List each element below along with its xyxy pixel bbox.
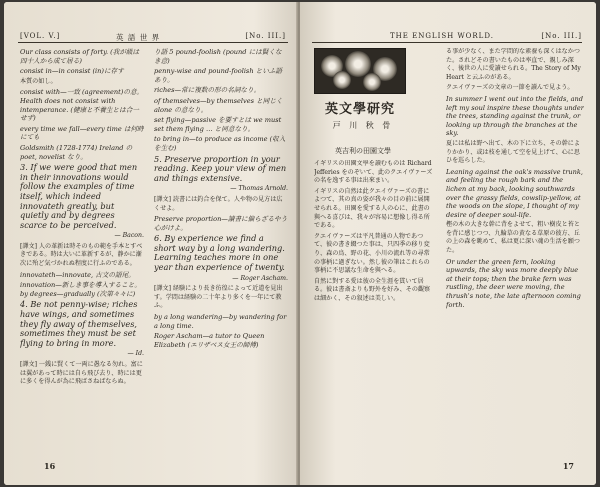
english-paragraph: penny-wise and pound-foolish といふ語あり。: [154, 67, 283, 84]
left-page: [4, 2, 298, 485]
english-paragraph: In summer I went out into the fields, and left my soul inspire these thoughts under the trees, standing against the trunk, or looking up through the branches at the sky.: [446, 94, 584, 138]
article-subtitle: 英吉利の田園文學: [335, 147, 391, 155]
japanese-paragraph: 樫の木の大きな幹に背をよせて、粗い樹皮と苔とを背に感じつつ、九輪草の黄なる草原の彼方、丘の上の森を眺めて、私は更に深い魂の生活を願つた。: [446, 221, 580, 255]
japanese-paragraph: [譯文] 読書には釣合を保て。人や物の見方は広くせよ。: [154, 195, 283, 212]
running-title-english: THE ENGLISH WORLD.: [390, 32, 494, 40]
english-paragraph: り語 5 pound-foolish (pound には賢くなき意): [154, 48, 282, 65]
right-page: [300, 2, 596, 485]
japanese-paragraph: 夏には私は野へ出て、木の下に立ち、その幹によりかかり、或は枝を通して空を見上げて、心に思ひを巡らした。: [446, 139, 580, 165]
japanese-paragraph: [譯文] 経験により長き彷徨によって近道を見出す。学問は経験の二十年より多くを一年にて教ふ。: [154, 285, 283, 310]
rose-illustration: [314, 48, 406, 94]
japanese-paragraph: る事が少なく、また学問的な素養も深くはなかつた。されどその書いたものは率直で、親しみ深く、後世の人に愛讀せられる。The Story of My Heart と云ふのがある。: [446, 48, 581, 81]
english-paragraph: of themselves—by themselves と同じく alone の意なり。: [154, 96, 283, 114]
page-number-left: 16: [44, 461, 56, 471]
english-paragraph: Goldsmith (1728-1774) Ireland の poet, novelist なり。: [20, 143, 133, 161]
japanese-paragraph: イギリスの田園文學を讀むものは Richard Jefferies をのぞいて、此のクエイヴァーズの名を逸する事は出來まい。: [314, 160, 433, 185]
left-column-1: [20, 48, 144, 448]
english-paragraph: innovateth—innovate, 古文の語尾。: [20, 270, 135, 279]
header-rule: [18, 42, 288, 43]
japanese-paragraph: 本質の如し。: [20, 77, 57, 85]
english-paragraph: consist in—in consist (in)に存す: [20, 67, 124, 76]
english-paragraph: Roger Ascham—a tutor to Queen Elizabeth (エリザベス女王の師傅): [154, 332, 265, 349]
japanese-paragraph: クエイヴァーズの文章の一節を讀んで見よう。: [446, 84, 574, 92]
quote-attribution: — Bacon.: [114, 232, 144, 240]
article-author: 戸 川 秋 骨: [332, 121, 394, 130]
english-paragraph: to bring in—to produce as income (収入を生む): [154, 135, 286, 152]
right-column-1: [314, 160, 434, 450]
japanese-paragraph: 自然に對する愛は彼の全生涯を貫いて居る。彼は書斎よりも野外を好み、その觀察は細かく、その叙述は美しい。: [314, 277, 431, 302]
header-rule-right: [312, 42, 582, 43]
japanese-paragraph: [譯文] 人の革新は時そのもの範を手本とすべきである。時は大いに革新するが、静かに漸次に殆ど気づかれぬ程度に行ふのである。: [20, 242, 143, 268]
english-paragraph: set flying—passive を要すとは we must set them flying … と同意なり。: [154, 116, 282, 133]
page-number-right: 17: [562, 461, 574, 471]
english-paragraph: 4. Be not penny-wise; riches have wings, and sometimes they fly away of themselves, sometimes they must be set flying to bring in more.: [20, 299, 138, 348]
quote-attribution: — Roger Ascham.: [232, 274, 288, 282]
english-paragraph: consist with—一致 (agreement)の意。 Health does not consist with intemperance. (健康と不養生とは合一せず): [20, 88, 144, 123]
japanese-paragraph: クエイヴァーズは平凡普通の人物であつて、彼の書き綴つた事は、只四季の移り変り、森の鳥、野の花、小川の流れ等の尋常の事柄に過ぎない。然し彼の筆はこれらの事柄に不思議な生命を與へる。: [314, 232, 430, 275]
english-paragraph: Or under the green fern, looking upwards, the sky was more deeply blue at their tops; then the brake fern was rustling, the deer were moving, the thrush's note, the late afternoon coming forth.: [446, 257, 581, 309]
left-column-2: [154, 48, 288, 448]
volume-label: [VOL. V.]: [20, 32, 61, 40]
japanese-paragraph: イギリスの自然は此クエイヴァーズの書によつて、其の真の姿が我々の目の前に展開せられる。田園を愛する人の心に、此書の與へる喜びは、我々が容易に想像し得る所である。: [314, 187, 430, 230]
english-paragraph: riches—常に複数の形の名詞なり。: [154, 86, 261, 95]
book-spread: [4, 2, 596, 485]
english-paragraph: 3. If we were good that men in their innovations would follow the examples of time itself, which indeed innovateth greatly, but quietly and by degrees scarce to be perceived.: [20, 162, 138, 230]
quote-attribution: — Id.: [127, 350, 144, 358]
english-paragraph: Our class consists of forty. (我が級は四十人から成て居る): [20, 48, 140, 65]
english-paragraph: every time we fall—every time は何時にても: [20, 124, 144, 142]
english-paragraph: Leaning against the oak's massive trunk, and feeling the rough bark and the lichen at my back, looking southwards over the grassy fields, cowslip-yellow, at the woods on the slope, I thought of my desire of deeper soul-life.: [446, 167, 583, 219]
quote-attribution: — Thomas Arnold.: [230, 185, 288, 193]
english-paragraph: 6. By experience we find a short way by a long wandering. Learning teaches more in one year than experience of twenty.: [154, 233, 285, 273]
japanese-paragraph: [譯文] 一銭に賢くて一両に愚なる勿れ。富には翼があって時には自ら飛び去り、時には更に多くを得んが為に飛ばさねばならぬ。: [20, 361, 143, 386]
english-paragraph: innovation—新しき事を導入すること。by degrees—gradually (次第々々に): [20, 281, 141, 298]
english-paragraph: by a long wandering—by wandering for a long time.: [154, 313, 287, 330]
article-title: 英文學研究: [324, 102, 395, 117]
issue-label: [No. III.]: [245, 32, 286, 40]
running-title: 英 語 世 界: [116, 33, 161, 42]
english-paragraph: 5. Preserve proportion in your reading. Keep your view of men and things extensive.: [154, 153, 287, 183]
issue-label-right: [No. III.]: [541, 32, 582, 40]
right-column-2: [446, 48, 584, 448]
english-paragraph: Preserve proportion—讀書に偏らざるやう心がけよ。: [154, 215, 288, 232]
